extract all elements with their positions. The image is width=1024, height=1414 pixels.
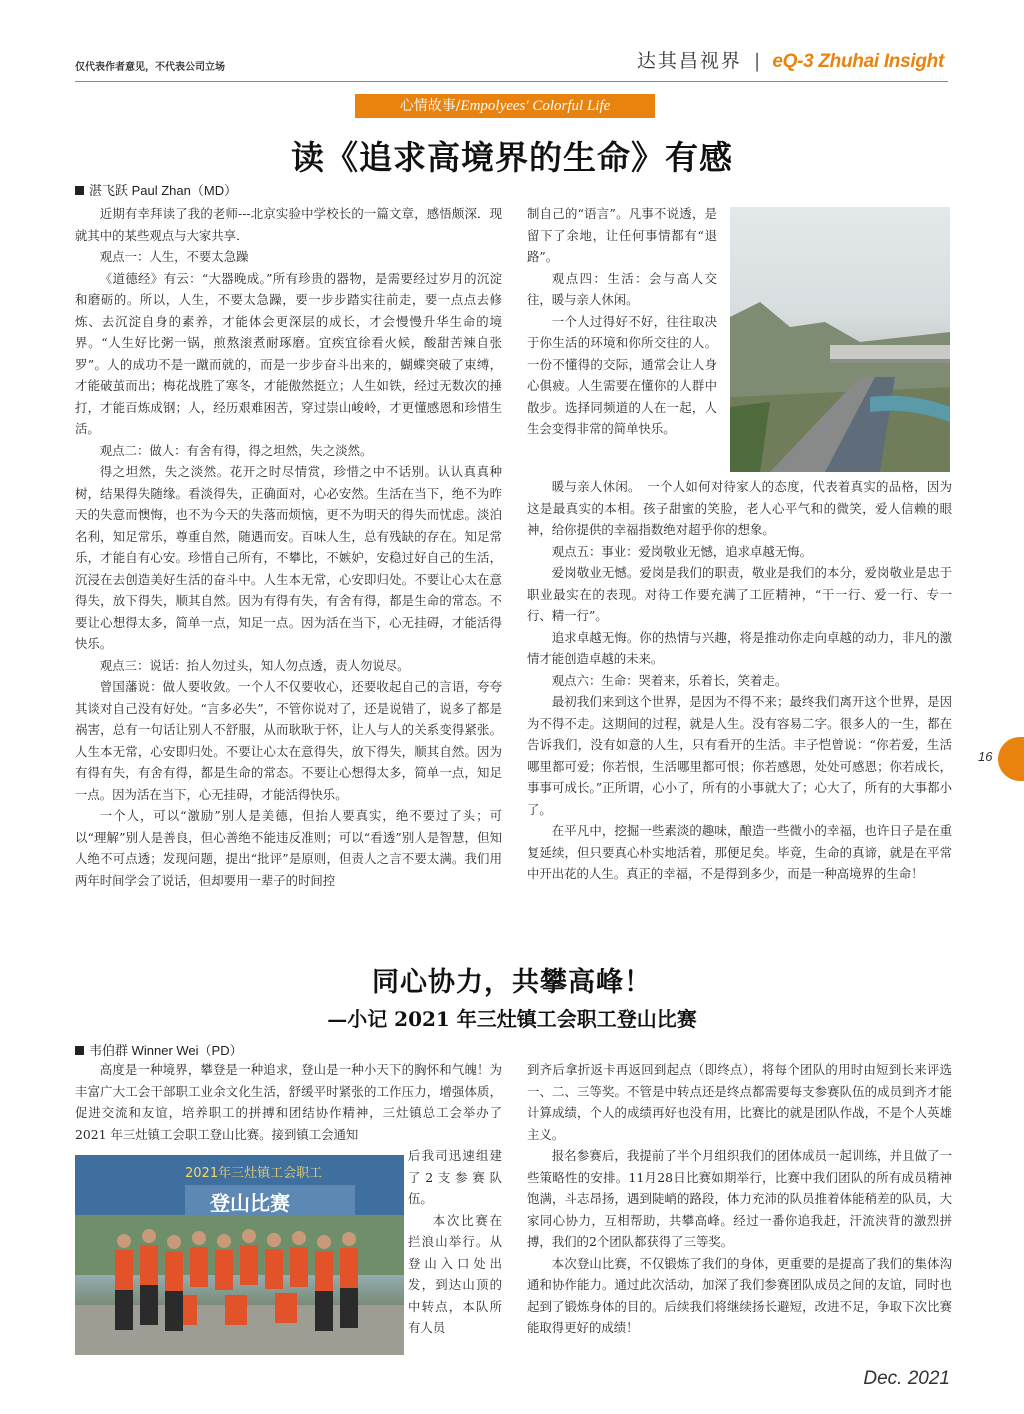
- page-number: 16: [978, 749, 993, 764]
- paragraph: 在平凡中，挖掘一些素淡的趣味，酿造一些微小的幸福，也许日子是在重复延续，但只要真心朴实地活着，那便足矣。毕竟，生命的真谛，就是在平常中开出花的人生。真正的幸福，不是得到多少，而是一种高境界的生命！: [527, 823, 952, 881]
- paragraph: 得之坦然，失之淡然。花开之时尽情赏，珍惜之中不话别。认认真真种树，结果得失随缘。看淡得失，正确面对，心必安然。生活在当下，绝不为昨天的失意而懊悔，也不为今天的失落而烦恼，更不为明天的得失而忧虑。淡泊名利，知足常乐，尊重自然，随遇而安。百味人生，总有残缺的存在。知足常乐，才能自有心安。珍惜自己所有，不攀比，不嫉妒，安稳过好自己的生活，沉浸在去创造美好生活的奋斗中。人生本无常，心安即归处。不要让心太在意得失，放下得失，顺其自然。因为有得有失，有舍有得，都是生命的常态。不要让心想得太多，简单一点，知足一点。因为活在当下，心无挂碍，才能活得快乐。: [75, 464, 502, 651]
- paragraph: 制自己的“语言”。凡事不说透，是留下了余地，让任何事情都有“退路”。: [527, 206, 717, 264]
- article2-subtitle: —小记 2021 年三灶镇工会职工登山比赛: [327, 1007, 697, 1031]
- paragraph: 报名参赛后，我提前了半个月组织我们的团体成员一起训练，并且做了一些策略性的安排。11月28日比赛如期举行，比赛中我们团队的所有成员精神饱满，斗志昂扬，遇到陡峭的路段，体力充沛的队员推着体能稍差的队员，大家同心协力，互相帮助，共攀高峰。经过一番你追我赶，汗流浃背的激烈拼搏，我们的2个团队都获得了三等奖。: [527, 1148, 952, 1249]
- photo-banner-text: 2021年三灶镇工会职工: [185, 1166, 323, 1181]
- team-photo-illustration: [75, 1155, 404, 1355]
- article2-intro: [75, 1059, 502, 1145]
- photo-sign-text: 登山比赛: [210, 1191, 290, 1215]
- header-brand: [637, 46, 944, 73]
- team-photo: [75, 1155, 404, 1355]
- paragraph: 近期有幸拜读了我的老师---北京实验中学校长的一篇文章，感悟颇深．现就其中的某些观点与大家共享．: [75, 206, 502, 243]
- paragraph: 观点四：生活：会与高人交往，暖与亲人休闲。: [527, 270, 717, 307]
- brand-separator: |: [753, 50, 761, 72]
- paragraph: 最初我们来到这个世界，是因为不得不来；最终我们离开这个世界，是因为不得不走。这期间的过程，就是人生。没有容易二字。很多人的一生，都在告诉我们，没有如意的人生，只有看开的生活。丰子恺曾说：“你若爱，生活哪里都可爱；你若恨，生活哪里都可恨；你若感恩，处处可感恩；你若成长，事事可成长。”正所谓，心小了，所有的小事就大了；心大了，所有的大事都小了。: [527, 694, 952, 817]
- paragraph: 本次比赛在拦浪山举行。从登山入口处出发，到达山顶的中转点，本队所有人员: [408, 1212, 502, 1335]
- paragraph: 观点三：说话：抬人勿过头，知人勿点透，责人勿说尽。: [99, 657, 410, 673]
- paragraph: 到齐后拿折返卡再返回到起点（即终点），将每个团队的用时由短到长来评选一、二、三等奖。不管是中转点还是终点都需要每支参赛队伍的成员到齐才能计算成绩，个人的成绩再好也没有用，比赛比的就是团队作战，不是个人英雄主义。: [527, 1062, 952, 1142]
- header-rule: [75, 81, 948, 82]
- article2-title: 同心协力，共攀高峰！: [372, 967, 652, 998]
- paragraph: 高度是一种境界，攀登是一种追求，登山是一种小天下的胸怀和气魄！为丰富广大工会干部职工业余文化生活，舒缓平时紧张的工作压力，增强体质，促进交流和友谊，培养职工的拼搏和团结协作精神，三灶镇总工会举办了2021 年三灶镇工会职工登山比赛。接到镇工会通知: [75, 1062, 502, 1142]
- article1-title: 读《追求高境界的生命》有感: [291, 138, 733, 177]
- article1-author-name: 湛飞跃 Paul Zhan（MD）: [89, 183, 238, 198]
- author-bullet: [75, 186, 84, 195]
- section-tag: [355, 94, 655, 118]
- paragraph: 本次登山比赛，不仅锻炼了我们的身体，更重要的是提高了我们的集体沟通和协作能力。通过此次活动，加深了我们参赛团队成员之间的友谊，同时也起到了锻炼身体的目的。后续我们将继续扬长避短，改进不足，争取下次比赛能取得更好的成绩！: [527, 1255, 952, 1335]
- paragraph: 爱岗敬业无憾。爱岗是我们的职责，敬业是我们的本分，爱岗敬业是忠于职业最实在的表现。对待工作要充满了工匠精神，“干一行、爱一行、专一行、精一行”。: [527, 565, 952, 623]
- brand-en: eQ-3 Zhuhai Insight: [772, 51, 944, 72]
- footer-date: Dec. 2021: [863, 1368, 950, 1389]
- paragraph: 《道德经》有云：“大器晚成。”所有珍贵的器物，是需要经过岁月的沉淀和磨砺的。所以，人生，不要太急躁，要一步步踏实往前走，要一点点去修炼、去沉淀自身的素养，才能体会更深层的成长，才会慢慢升华生命的境界。“人生好比粥一锅，煎熬滚煮耐琢磨。宜疾宜徐看火候，酸甜苦辣自张罗”。人的成功不是一蹴而就的，而是一步步奋斗出来的，蝴蝶突破了束缚，才能破茧而出；梅花战胜了寒冬，才能傲然挺立；人生如铁，经过无数次的捶打，才能百炼成钢；人，经历艰难困苦，穿过崇山峻岭，才更懂感恩和珍惜生活。: [75, 270, 502, 436]
- article2-beside-photo: [408, 1145, 502, 1339]
- paragraph: 观点二：做人：有舍有得，得之坦然，失之淡然。: [99, 442, 373, 458]
- paragraph: 后我司迅速组建了2支参赛队伍。: [408, 1148, 502, 1206]
- section-tag-en: Empolyees' Colorful Life: [460, 98, 611, 114]
- article1-right-top-column: [527, 203, 717, 440]
- dam-photo-illustration: [730, 207, 950, 472]
- header-disclaimer: 仅代表作者意见，不代表公司立场: [75, 62, 225, 73]
- paragraph: 观点六：生命：哭着来，乐着长，笑着走。: [551, 672, 788, 688]
- article1-right-bottom-column: [527, 476, 952, 885]
- paragraph: 一个人，可以“激励”别人是美德，但抬人要真实，绝不要过了头；可以“理解”别人是善良，但心善绝不能违反准则；可以“看透”别人是智慧，但知人绝不可点透；发现问题，提出“批评”是原则，但责人之言不要太满。我们用两年时间学会了说话，但却要用一辈子的时间控: [75, 808, 502, 888]
- article2-right-column: [527, 1059, 952, 1339]
- author-bullet: [75, 1046, 84, 1055]
- section-tag-cn: 心情故事/: [399, 98, 461, 114]
- paragraph: 观点五：事业：爱岗敬业无憾，追求卓越无悔。: [551, 543, 812, 559]
- paragraph: 暖与亲人休闲。 一个人如何对待家人的态度，代表着真实的品格，因为这是最真实的本相。孩子甜蜜的笑脸，老人心平气和的微笑，爱人信赖的眼神，给你提供的幸福指数绝对超乎你的想象。: [527, 479, 952, 537]
- article2-author: [75, 1040, 243, 1059]
- article1-left-column: [75, 203, 502, 891]
- page-number-tab: [998, 737, 1024, 781]
- paragraph: 曾国藩说：做人要收敛。一个人不仅要收心，还要收起自己的言语，夸夸其谈对自己没有好处。“言多必失”，不管你说对了，还是说错了，说多了都是祸害，总有一句话让别人不舒服，从而耿耿于怀，让人与人的关系变得紧张。人生本无常，心安即归处。不要让心太在意得失，放下得失，顺其自然。因为有得有失，有舍有得，都是生命的常态。不要让心想得太多，简单一点，知足一点。因为活在当下，心无挂碍，才能活得快乐。: [75, 679, 502, 802]
- paragraph: 一个人过得好不好，往往取决于你生活的环境和你所交往的人。一份不懂得的交际，通常会让人身心俱疲。人生需要在懂你的人群中散步。选择同频道的人在一起，人生会变得非常的简单快乐。: [527, 313, 717, 436]
- article2-author-name: 韦伯群 Winner Wei（PD）: [89, 1043, 243, 1058]
- brand-cn: 达其昌视界: [636, 50, 742, 72]
- paragraph: 观点一：人生，不要太急躁: [99, 249, 249, 264]
- article1-author: [75, 180, 237, 199]
- dam-photo: [730, 207, 950, 472]
- paragraph: 追求卓越无悔。你的热情与兴趣，将是推动你走向卓越的动力，非凡的激情才能创造卓越的未来。: [527, 629, 952, 666]
